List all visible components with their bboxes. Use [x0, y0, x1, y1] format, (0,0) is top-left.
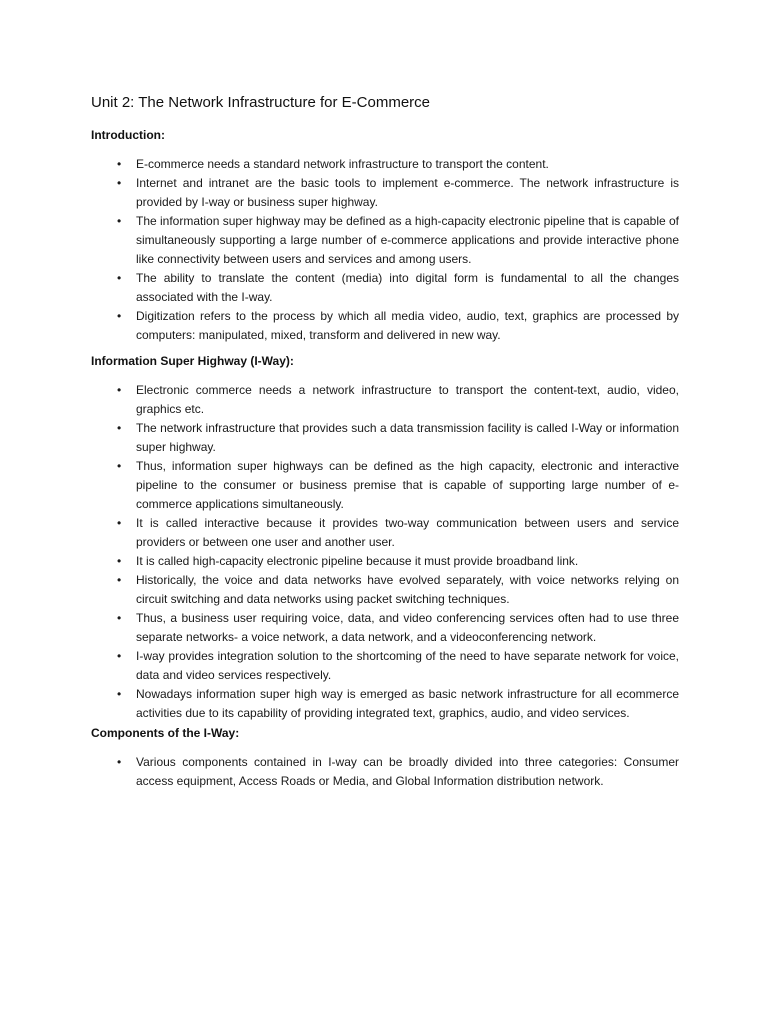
list-item: [91, 685, 679, 723]
bullet-icon: •: [117, 687, 122, 701]
list-item: [91, 647, 679, 685]
bullet-icon: •: [117, 611, 122, 625]
bullet-icon: •: [117, 383, 122, 397]
bullet-text: Electronic commerce needs a network infrastructure to transport the content-text, audio, video, graphics etc.: [136, 383, 679, 416]
iway-bullet-list: [91, 381, 679, 723]
bullet-text: Nowadays information super high way is emerged as basic network infrastructure for all ecommerce activities due to its capability of providing integrated text, graphics, audio, and video services.: [136, 687, 679, 720]
list-item: [91, 381, 679, 419]
list-item: [91, 155, 679, 174]
bullet-text: Digitization refers to the process by which all media video, audio, text, graphics are processed by computers: manipulated, mixed, transform and delivered in new way.: [136, 309, 679, 342]
bullet-text: Historically, the voice and data networks have evolved separately, with voice networks relying on circuit switching and data networks using packet switching techniques.: [136, 573, 679, 606]
list-item: [91, 609, 679, 647]
list-item: [91, 552, 679, 571]
bullet-icon: •: [117, 271, 122, 285]
section-heading-introduction: Introduction:: [91, 128, 165, 142]
list-item: [91, 457, 679, 514]
list-item: [91, 753, 679, 791]
bullet-text: I-way provides integration solution to the shortcoming of the need to have separate network for voice, data and video services respectively.: [136, 649, 679, 682]
list-item: [91, 174, 679, 212]
list-item: [91, 269, 679, 307]
bullet-icon: •: [117, 421, 122, 435]
list-item: [91, 307, 679, 345]
bullet-icon: •: [117, 573, 122, 587]
bullet-text: Internet and intranet are the basic tools to implement e-commerce. The network infrastructure is provided by I-way or business super highway.: [136, 176, 679, 209]
bullet-text: It is called interactive because it provides two-way communication between users and service providers or between one user and another user.: [136, 516, 679, 549]
list-item: [91, 419, 679, 457]
document-body: [91, 127, 679, 791]
bullet-text: E-commerce needs a standard network infrastructure to transport the content.: [136, 157, 549, 171]
section-heading-components: Components of the I-Way:: [91, 726, 240, 740]
bullet-text: It is called high-capacity electronic pipeline because it must provide broadband link.: [136, 554, 579, 568]
bullet-icon: •: [117, 214, 122, 228]
components-bullet-list: [91, 753, 679, 791]
bullet-icon: •: [117, 309, 122, 323]
introduction-bullet-list: [91, 155, 679, 345]
list-item: [91, 212, 679, 269]
bullet-icon: •: [117, 755, 122, 769]
bullet-text: Thus, information super highways can be defined as the high capacity, electronic and interactive pipeline to the consumer or business premise that is capable of supporting large number of e-commerce applications simultaneously.: [136, 459, 679, 511]
bullet-text: The information super highway may be defined as a high-capacity electronic pipeline that is capable of simultaneously supporting a large number of e-commerce applications and provide interactive phone like connectivity between users and services and among users.: [136, 214, 679, 266]
bullet-icon: •: [117, 157, 122, 171]
section-heading-information-super-highway: Information Super Highway (I-Way):: [91, 354, 294, 368]
bullet-icon: •: [117, 516, 122, 530]
bullet-icon: •: [117, 176, 122, 190]
page-title: Unit 2: The Network Infrastructure for E-Commerce: [91, 94, 430, 111]
bullet-icon: •: [117, 459, 122, 473]
bullet-text: The network infrastructure that provides such a data transmission facility is called I-Way or information super highway.: [136, 421, 679, 454]
bullet-icon: •: [117, 649, 122, 663]
bullet-text: The ability to translate the content (media) into digital form is fundamental to all the changes associated with the I-way.: [136, 271, 679, 304]
list-item: [91, 571, 679, 609]
bullet-text: Thus, a business user requiring voice, data, and video conferencing services often had to use three separate networks- a voice network, a data network, and a videoconferencing network.: [136, 611, 679, 644]
bullet-icon: •: [117, 554, 122, 568]
list-item: [91, 514, 679, 552]
bullet-text: Various components contained in I-way can be broadly divided into three categories: Consumer access equipment, Access Roads or Media, and Global Information distribution network.: [136, 755, 679, 788]
